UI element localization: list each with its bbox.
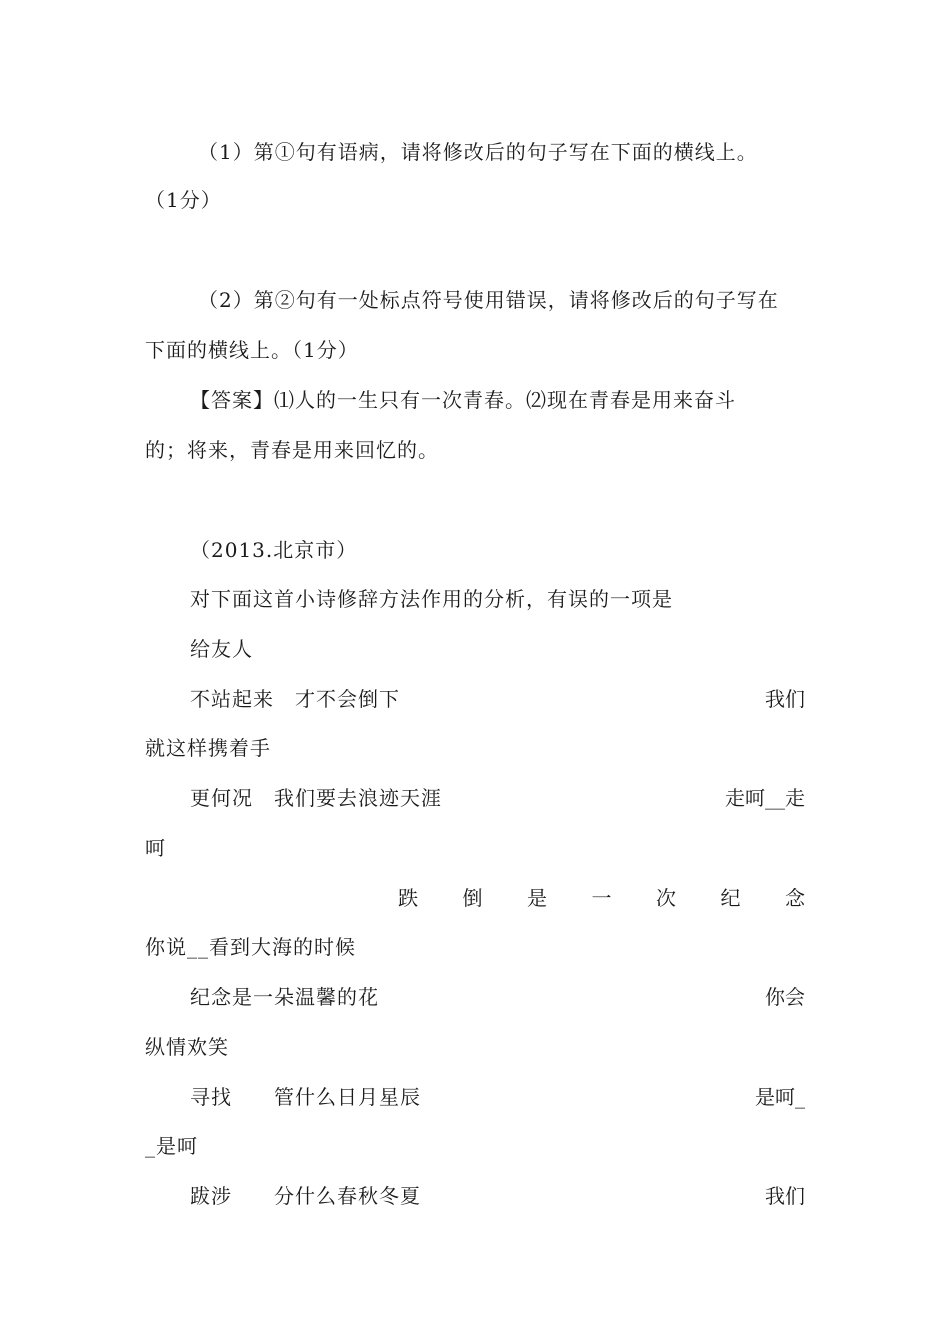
- poem-line-11-left: 跋涉 分什么春秋冬夏: [190, 1184, 421, 1208]
- poem-title: 给友人: [190, 637, 253, 661]
- poem-line-5-char: 跌: [398, 886, 418, 910]
- source-label: （2013.北京市）: [190, 538, 358, 562]
- question-1-line-1: （1）第①句有语病，请将修改后的句子写在下面的横线上。: [198, 140, 758, 164]
- poem-line-5-char: 倒: [462, 886, 483, 910]
- answer-line-2: 的；将来，青春是用来回忆的。: [145, 438, 439, 462]
- poem-line-2: 就这样携着手: [145, 736, 271, 760]
- poem-line-9-right: 是呵_: [755, 1085, 805, 1109]
- poem-line-7-right: 你会: [765, 985, 805, 1009]
- poem-line-11-right: 我们: [765, 1184, 805, 1208]
- question-2-line-1: （2）第②句有一处标点符号使用错误，请将修改后的句子写在: [198, 288, 779, 312]
- poem-line-5-char: 是: [527, 886, 547, 910]
- poem-line-5-char: 一: [591, 886, 612, 910]
- poem-line-1-right: 我们: [765, 687, 805, 711]
- poem-line-3-left: 更何况 我们要去浪迹天涯: [190, 786, 442, 810]
- poem-line-9-left: 寻找 管什么日月星辰: [190, 1085, 421, 1109]
- poem-line-4: 呵: [145, 836, 166, 860]
- poem-line-3-right: 走呵__走: [725, 786, 805, 810]
- poem-line-8: 纵情欢笑: [145, 1035, 229, 1059]
- answer-line-1: 【答案】⑴人的一生只有一次青春。⑵现在青春是用来奋斗: [190, 388, 736, 412]
- poem-line-5: [398, 884, 805, 912]
- poem-line-6: 你说__看到大海的时候: [145, 935, 356, 959]
- question-stem: 对下面这首小诗修辞方法作用的分析，有误的一项是: [190, 587, 673, 611]
- poem-line-10: _是呵: [145, 1134, 198, 1158]
- question-1-line-2: （1分）: [145, 188, 222, 212]
- poem-line-5-char: 次: [656, 886, 676, 910]
- question-2-line-2: 下面的横线上。（1分）: [145, 338, 359, 362]
- poem-line-5-char: 纪: [720, 886, 741, 910]
- poem-line-1-left: 不站起来 才不会倒下: [190, 687, 400, 711]
- poem-line-5-char: 念: [785, 886, 805, 910]
- poem-line-7-left: 纪念是一朵温馨的花: [190, 985, 379, 1009]
